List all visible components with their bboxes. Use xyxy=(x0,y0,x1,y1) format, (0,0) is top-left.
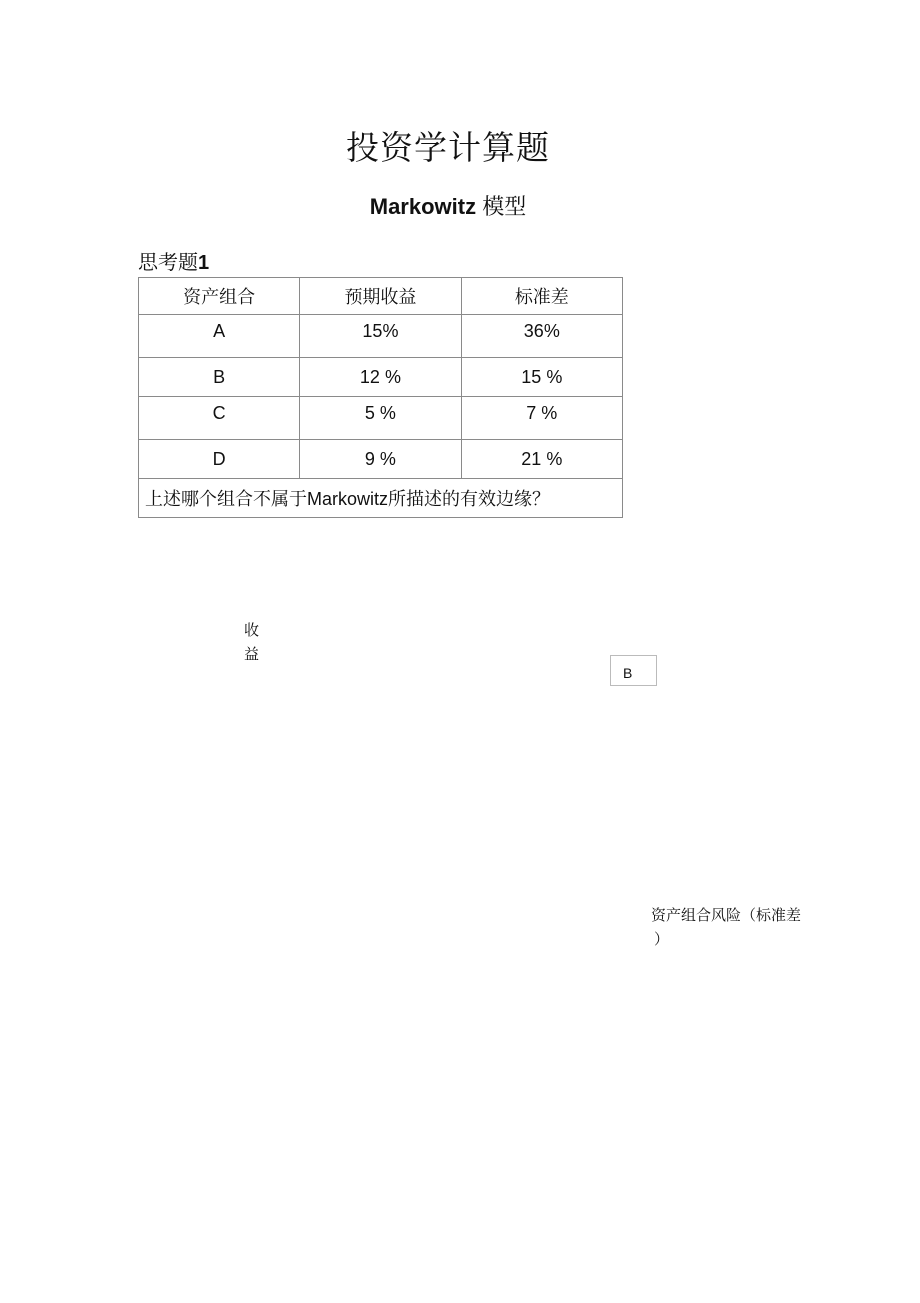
question-label-text: 思考题 xyxy=(138,252,198,274)
subtitle-model-name: Markowitz xyxy=(369,194,477,219)
section-subtitle xyxy=(0,190,896,221)
table-header-cell: 预期收益 xyxy=(300,278,461,315)
question-text: 上述哪个组合不属于Markowitz所描述的有效边缘？ xyxy=(139,479,623,518)
y-axis-label-line: 收 xyxy=(244,622,260,639)
table-row xyxy=(139,315,623,358)
page-title: 投资学计算题 xyxy=(346,129,550,166)
subtitle-rest: 模型 xyxy=(476,194,527,219)
table-header-cell: 标准差 xyxy=(461,278,622,315)
table-header-cell: 资产组合 xyxy=(139,278,300,315)
question-heading xyxy=(138,246,209,275)
table-row xyxy=(139,358,623,397)
x-axis-label-line: 资产组合风险（标准差 xyxy=(651,907,802,924)
table-cell: 9 % xyxy=(300,440,461,479)
table-cell: A xyxy=(139,315,300,358)
table-cell: 21 % xyxy=(461,440,622,479)
table-note-row xyxy=(139,479,623,518)
x-axis-label-line: ） xyxy=(654,931,670,948)
x-axis-label xyxy=(651,904,811,952)
y-axis-label xyxy=(244,619,260,667)
table-cell: 15% xyxy=(300,315,461,358)
table-cell: D xyxy=(139,440,300,479)
table-cell: 36% xyxy=(461,315,622,358)
table-cell: B xyxy=(139,358,300,397)
table-cell: 5 % xyxy=(300,397,461,440)
table-cell: C xyxy=(139,397,300,440)
point-b-label-box: B xyxy=(610,655,657,686)
table-cell: 12 % xyxy=(300,358,461,397)
table-row xyxy=(139,397,623,440)
portfolio-table xyxy=(138,277,623,518)
question-number: 1 xyxy=(198,252,210,274)
y-axis-label-line: 益 xyxy=(244,646,260,663)
table-header-row xyxy=(139,278,623,315)
table-cell: 15 % xyxy=(461,358,622,397)
table-cell: 7 % xyxy=(461,397,622,440)
table-row xyxy=(139,440,623,479)
